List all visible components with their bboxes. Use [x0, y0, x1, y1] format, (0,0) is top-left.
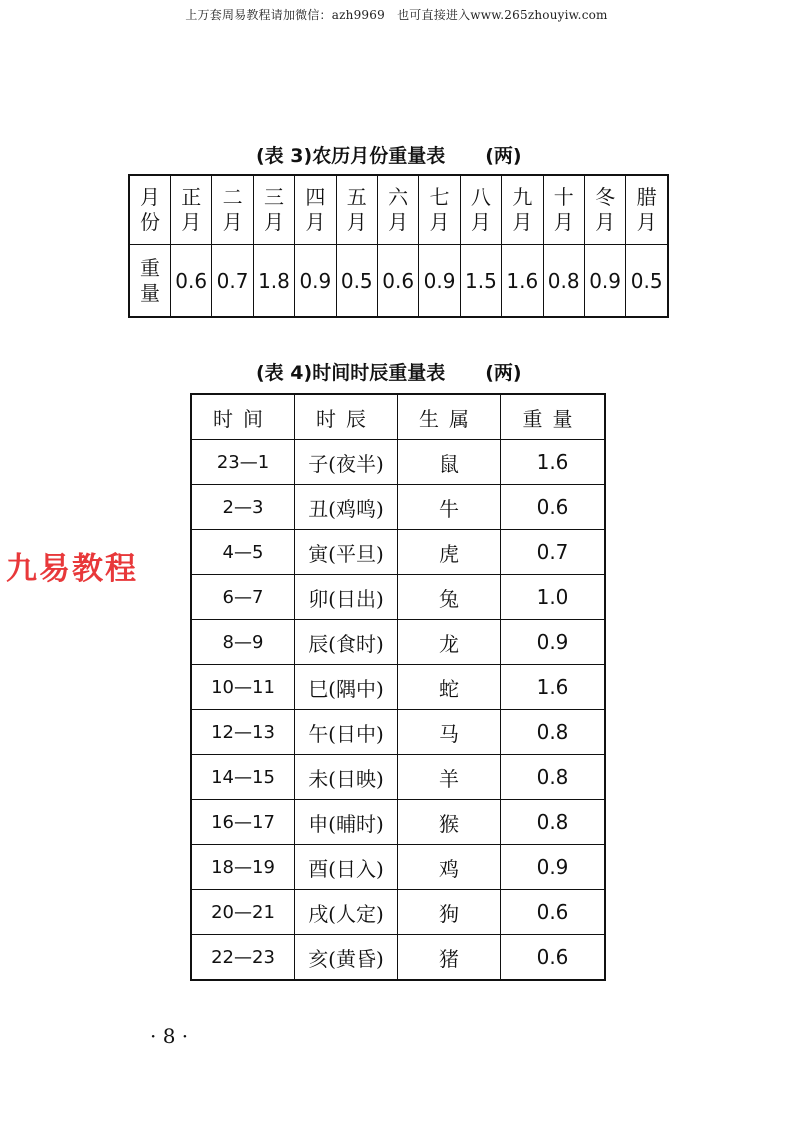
month-cell: 三月: [253, 175, 294, 245]
table-row: [191, 710, 605, 755]
month-row-header: 月份: [129, 175, 171, 245]
weight-cell: 1.6: [502, 245, 543, 318]
table-row: [191, 620, 605, 665]
header-zodiac: 生属: [398, 394, 501, 440]
hour-table-body: [191, 440, 605, 981]
table3-title-text: (表 3)农历月份重量表: [256, 145, 446, 167]
weight-cell: 0.8: [501, 710, 606, 755]
time-cell: 6—7: [191, 575, 295, 620]
watermark-logo: 九易教程: [6, 551, 138, 587]
weight-cell: 0.6: [501, 890, 606, 935]
month-cell: 冬月: [584, 175, 625, 245]
weight-cell: 1.0: [501, 575, 606, 620]
table-row: [191, 665, 605, 710]
zodiac-cell: 兔: [398, 575, 501, 620]
weight-row-header: 重量: [129, 245, 171, 318]
weight-cell: 0.8: [501, 755, 606, 800]
month-cell: 十月: [543, 175, 584, 245]
month-cell: 六月: [377, 175, 418, 245]
table4-title: [256, 358, 522, 385]
shichen-cell: 午(日中): [295, 710, 398, 755]
time-cell: 2—3: [191, 485, 295, 530]
month-cell: 八月: [460, 175, 501, 245]
table4-title-text: (表 4)时间时辰重量表: [256, 362, 446, 384]
weight-cell: 0.8: [543, 245, 584, 318]
month-cell: 四月: [295, 175, 336, 245]
shichen-cell: 亥(黄昏): [295, 935, 398, 981]
weight-cell: 0.6: [501, 935, 606, 981]
weight-cell: 1.8: [253, 245, 294, 318]
month-cell: 九月: [502, 175, 543, 245]
table-row: [191, 890, 605, 935]
shichen-cell: 申(晡时): [295, 800, 398, 845]
time-cell: 18—19: [191, 845, 295, 890]
shichen-cell: 未(日映): [295, 755, 398, 800]
shichen-cell: 巳(隅中): [295, 665, 398, 710]
weight-cell: 1.5: [460, 245, 501, 318]
month-cell: 二月: [212, 175, 253, 245]
weight-row: [129, 245, 668, 318]
time-cell: 10—11: [191, 665, 295, 710]
table3-title: [256, 141, 522, 168]
month-cell: 正月: [171, 175, 212, 245]
weight-cell: 1.6: [501, 440, 606, 485]
table-row: [191, 575, 605, 620]
zodiac-cell: 狗: [398, 890, 501, 935]
table-row: [191, 800, 605, 845]
zodiac-cell: 羊: [398, 755, 501, 800]
zodiac-cell: 猪: [398, 935, 501, 981]
time-cell: 12—13: [191, 710, 295, 755]
shichen-cell: 子(夜半): [295, 440, 398, 485]
shichen-cell: 卯(日出): [295, 575, 398, 620]
month-cell: 七月: [419, 175, 460, 245]
shichen-cell: 丑(鸡鸣): [295, 485, 398, 530]
weight-cell: 0.8: [501, 800, 606, 845]
time-cell: 16—17: [191, 800, 295, 845]
zodiac-cell: 马: [398, 710, 501, 755]
zodiac-cell: 鼠: [398, 440, 501, 485]
time-cell: 14—15: [191, 755, 295, 800]
zodiac-cell: 龙: [398, 620, 501, 665]
weight-cell: 0.6: [377, 245, 418, 318]
header-weight: 重量: [501, 394, 606, 440]
month-row: [129, 175, 668, 245]
lunar-month-weight-table: [128, 174, 669, 318]
table-header-row: [191, 394, 605, 440]
weight-cell: 0.9: [584, 245, 625, 318]
header-shichen: 时辰: [295, 394, 398, 440]
header-note: 上万套周易教程请加微信：azh9969 也可直接进入www.265zhouyiw.com: [185, 8, 608, 22]
zodiac-cell: 猴: [398, 800, 501, 845]
time-cell: 4—5: [191, 530, 295, 575]
table-row: [191, 755, 605, 800]
time-cell: 8—9: [191, 620, 295, 665]
zodiac-cell: 蛇: [398, 665, 501, 710]
weight-cell: 0.5: [626, 245, 668, 318]
table-row: [191, 485, 605, 530]
table-row: [191, 845, 605, 890]
weight-cell: 0.6: [501, 485, 606, 530]
table-row: [191, 440, 605, 485]
weight-cell: 0.9: [295, 245, 336, 318]
shichen-cell: 戌(人定): [295, 890, 398, 935]
weight-cell: 0.7: [501, 530, 606, 575]
zodiac-cell: 牛: [398, 485, 501, 530]
zodiac-cell: 鸡: [398, 845, 501, 890]
zodiac-cell: 虎: [398, 530, 501, 575]
shichen-cell: 酉(日入): [295, 845, 398, 890]
table-row: [191, 935, 605, 981]
table-row: [191, 530, 605, 575]
weight-cell: 0.9: [419, 245, 460, 318]
time-cell: 22—23: [191, 935, 295, 981]
header-time: 时间: [191, 394, 295, 440]
page-number: · 8 ·: [150, 1024, 189, 1048]
weight-cell: 0.5: [336, 245, 377, 318]
weight-cell: 0.9: [501, 620, 606, 665]
weight-cell: 1.6: [501, 665, 606, 710]
table3-unit: (两): [485, 145, 522, 167]
time-cell: 23—1: [191, 440, 295, 485]
weight-cell: 0.7: [212, 245, 253, 318]
time-cell: 20—21: [191, 890, 295, 935]
table4-unit: (两): [485, 362, 522, 384]
month-cell: 五月: [336, 175, 377, 245]
weight-cell: 0.9: [501, 845, 606, 890]
month-cell: 腊月: [626, 175, 668, 245]
weight-cell: 0.6: [171, 245, 212, 318]
shichen-cell: 寅(平旦): [295, 530, 398, 575]
shichen-cell: 辰(食时): [295, 620, 398, 665]
hour-weight-table: [190, 393, 606, 981]
